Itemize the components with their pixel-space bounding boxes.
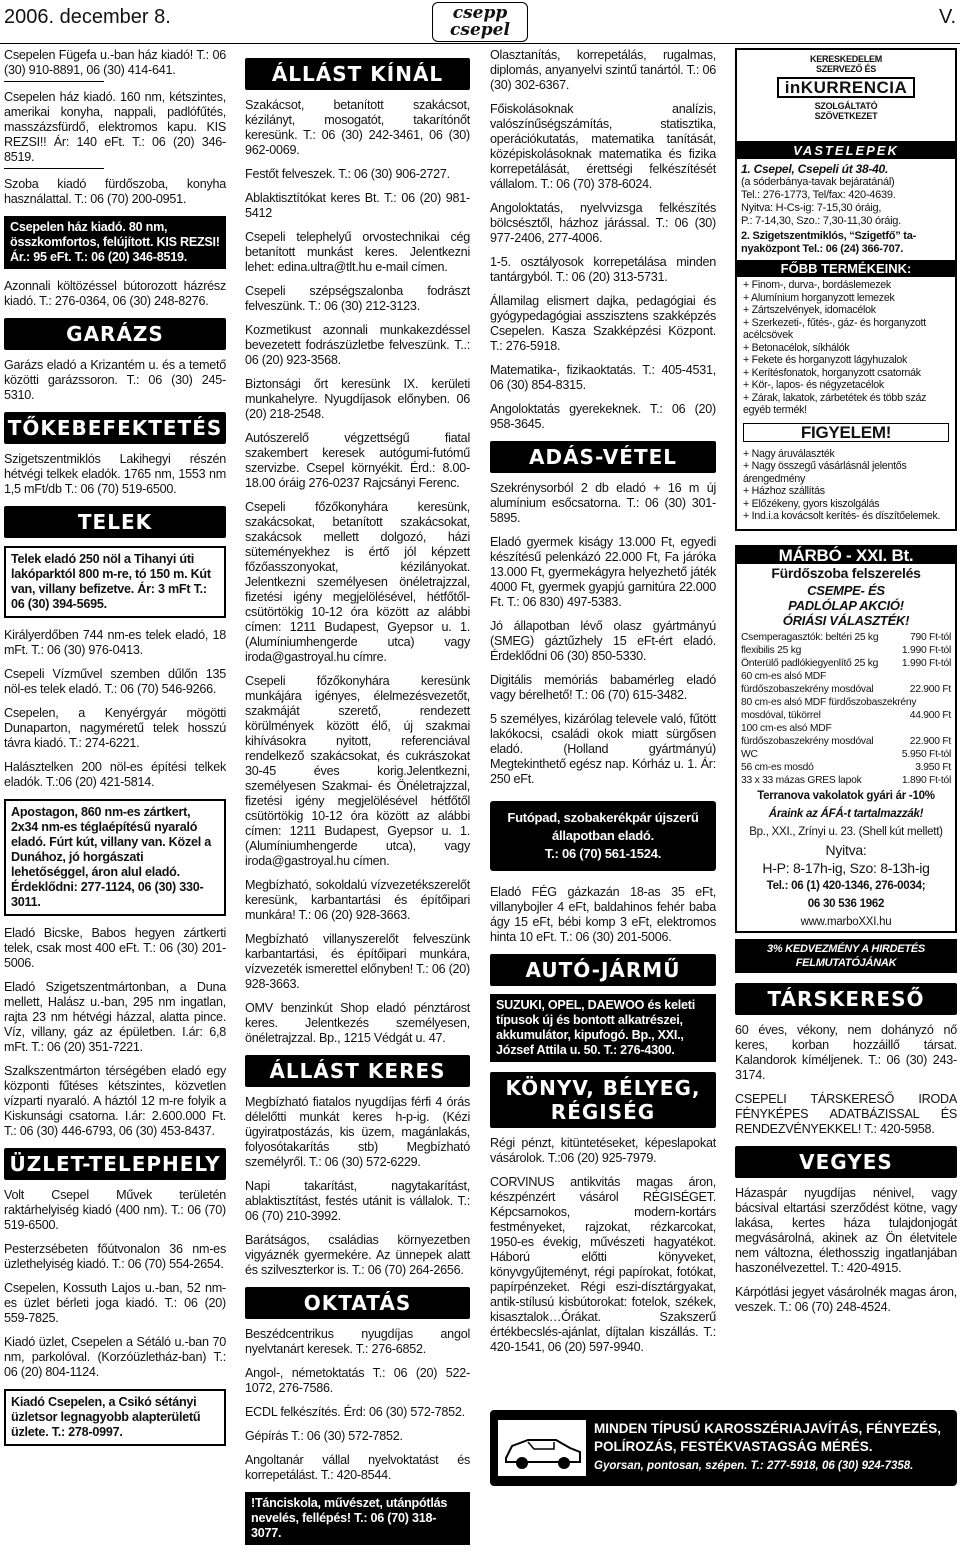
price-item: Önterülő padlókiegyenlítő 25 kg [741,657,879,669]
price-item: 60 cm-es alsó MDF [741,670,827,682]
classified-ad: Csepelen ház kiadó. 160 nm, kétszintes, amerikai konyha, nappali, padlófűtés, masszázsfürdő, elektromos kapu. KIS REZSI!! Ár: 140 eFt. T.: 06 (20) 346-8519. [4,90,226,164]
karosszeria-banner-ad: MINDEN TÍPUSÚ KAROSSZÉRIAJAVÍTÁS, FÉNYEZÉS, POLÍROZÁS, FESTÉKVASTAGSÁG MÉRÉS. Gyorsan, pontosan, szépen. T.: 277-5918, 06 (30) 924-7358. [490,1410,957,1486]
section-heading-uzlet: ÜZLET-TELEPHELY [4,1148,226,1180]
price-row [737,631,955,644]
classified-ad: Államilag elismert dajka, pedagógiai és gyógypedagógiai asszisztens szakképzés Csepelen. Kasza Szakképzési Központ. T.: 276-5918. [490,294,716,353]
highlighted-ad: Csepelen ház kiadó. 80 nm, összkomfortos, felújított. KIS REZSI! Ár.: 95 eFt. T.: 06 (20) 346-8519. [4,216,226,269]
classified-ad: Azonnali költözéssel bútorozott házrész kiadó. T.: 276-0364, 06 (30) 248-8276. [4,279,226,308]
classified-ad: Eladó FÉG gázkazán 18-as 35 eFt, villanybojler 4 eFt, baldahinos fehér baba ágy 15 eFt, bébi komp 3 eFt, elektromos hinta 10 eFt. T.: 06 (30) 201-5006. [490,885,716,944]
classified-ad: Volt Csepel Művek területén raktárhelyiség kiadó (400 nm). T.: 06 (70) 519-6500. [4,1188,226,1232]
section-heading-auto-jarmu: AUTÓ-JÁRMŰ [490,954,716,986]
classified-ad: Gépírás T.: 06 (30) 572-7852. [245,1429,403,1443]
price-item: fürdőszobaszekrény mosdóval [741,683,874,695]
classified-ad: Megbízható, sokoldalú vízvezetékszerelőt keresünk, karbantartási és építőipari munkára! T.: 06 (20) 928-3663. [245,878,470,922]
price-item: 56 cm-es mosdó [741,761,814,773]
classified-ad: Halásztelken 200 nöl-es építési telkek eladók. T.:06 (20) 421-5814. [4,760,226,789]
classified-ad: Csepeli Vízművel szemben dűlőn 135 nöl-es telek eladó. T.: 06 (70) 546-9266. [4,667,226,696]
classified-ad: Szakácsot, betanított szakácsot, kézilányt, mosogatót, takarítónőt keresünk. T.: 06 (30) 242-3461, 06 (30) 962-0069. [245,98,470,157]
classified-ad: Szoba kiadó fürdőszoba, konyha használattal. T.: 06 (70) 200-0951. [4,177,226,206]
price-item: 100 cm-es alsó MDF [741,722,832,734]
classified-ad: Szalkszentmárton térségében eladó egy központi fűtéses kétszintes, közvetlen vízparti nyaraló. A háztól 12 m-re folyik a Kiskunsági csatorna. I.ár: 2.600.000 Ft. T.: 06 (30) 446-6793, 06 (30) 453-8437. [4,1064,226,1138]
vastelepek-band: VASTELEPEK [737,142,955,159]
price-row [737,709,955,722]
marbo-ad: MÁRBÓ - XXI. Bt. Fürdőszoba felszerelés CSEMPE- ÉS PADLÓLAP AKCIÓ! ÓRIÁSI VÁLASZTÉK! Csemperagasztók: beltéri 25 kg 790 Ft-tól flexibilis 25 kg 1.990 Ft-tól Önterülő padlókiegyenlítő 25 kg 1.990 Ft-tól 60 cm-es alsó MDF fürdőszobaszekrény mosdóval 22.900 Ft 80 cm-es alsó MDF fürdőszobaszekrény mosdóval, tükörrel 44.900 Ft 100 cm-es alsó MDF fürdőszobaszekrény mosdóval 22.900 Ft WC 5.950 Ft-tól 56 cm-es mosdó 3.950 Ft 33 x 33 mázas GRES lapok 1.890 Ft-tól Terranova vakolatok gyári ár -10% Áraink az ÁFÁ-t tartalmazzák! Bp., XXI., Zrínyi u. 23. (Shell kút mellett) Nyitva: H-P: 8-17h-ig, Szo: 8-13h-ig Tel.: 06 (1) 420-1346, 276-0034; 06 30 536 1962 www.marboXXI.hu [735,545,957,933]
price-item: WC [741,748,758,760]
boxed-ad: Telek eladó 250 nöl a Tihanyi úti lakóparktól 800 m-re, tó 150 m. Kút van, villany befizetve. Ár: 3 mFt T.: 06 (30) 394-5695. [4,546,226,618]
classified-ad: Szekrénysorból 2 db eladó + 16 m új alumínium esőcsatorna. T.: 06 (30) 301-5895. [490,481,716,525]
section-heading-garazs: GARÁZS [4,318,226,350]
classified-ad: Angol-, németoktatás T.: 06 (20) 522-1072, 276-7586. [245,1366,470,1395]
price-row [737,683,955,696]
list-item: + Fekete és horganyzott lágyhuzalok [743,354,908,366]
price-value: 1.990 Ft-tól [901,644,951,656]
section-heading-oktatas: OKTATÁS [245,1287,470,1319]
classified-ad: Matematika-, fizikaoktatás. T.: 405-4531, 06 (30) 854-8315. [490,363,716,392]
classified-ad: Pesterzsébeten főútvonalon 36 nm-es üzlethelyiség kiadó. T.: 06 (70) 554-2654. [4,1242,226,1271]
list-item: + Finom-, durva-, bordáslemezek [743,279,891,291]
list-item: + Szerkezeti-, fűtés-, gáz- és horganyzott acélcsövek [743,316,926,341]
classified-ad: Autószerelő végzettségű fiatal szakembert keresek autógumi-futómű szervizbe. Csepel környékit. Érd.: 8.00-18.00 óráig 276-0237 Rajcsányi Ferenc. [245,431,470,490]
highlighted-ad: SUZUKI, OPEL, DAEWOO és keleti típusok új és bontott alkatrészei, akkumulátor, kipufogó. Bp., XXI., József Attila u. 50. T.: 276-4300. [490,994,716,1062]
classified-ad: OMV benzinkút Shop eladó pénztárost keres. Jelentkezés személyesen, önéletrajzzal. Bp., 1215 Védgát u. 47. [245,1001,470,1045]
classified-ad: Eladó Szigetszentmártonban, a Duna mellett, Halász u.-ban, 295 nm ingatlan, rajta 23 nm hétvégi házzal, alatta pince. Víz, villany, gáz az épületben. I.ár: 6,8 mFt. T.: 06 (20) 351-7221. [4,980,226,1054]
classified-ad: Eladó Bicske, Babos hegyen zártkerti telek, csak most 400 eFt. T.: 06 (30) 201-5006. [4,926,226,970]
classified-ad: Szigetszentmiklós Lakihegyi részén hétvégi telkek eladók. 1765 nm, 1553 nm 1,5 mFt/db T.: 06 (70) 519-6500. [4,452,226,496]
list-item: + Kerítésfonatok, horganyzott csatornák [743,366,921,379]
price-row [737,670,955,683]
price-item: Csemperagasztók: beltéri 25 kg [741,631,879,643]
price-value: 3.950 Ft [915,761,951,773]
issue-date: 2006. december 8. [4,6,171,28]
column-1 [4,48,226,1456]
classified-ad: Csepelen, a Kenyérgyár mögötti Dunaparton, nagyméretű telek hosszú távra kiadó. T.: 274-6221. [4,706,226,750]
classified-ad: ECDL felkészítés. Érd: 06 (30) 572-7852. [245,1405,465,1419]
classified-ad: Házaspár nyugdíjas nénivel, vagy bácsival eltartási szerződést kötne, vagy lakása, kertes háza tulajdonjogát megvásárolná, akinek az Ön életvitele nem változna, élethosszig ingatlanjában haszonélvezettel. T.: 420-4915. [735,1185,957,1275]
classified-ad: Garázs eladó a Krizantém u. és a temető közötti garázssoron. T.: 06 (30) 245-5310. [4,358,226,402]
fobb-termekeink-band: FŐBB TERMÉKEINK: [737,260,955,277]
price-item: flexibilis 25 kg [741,644,802,656]
price-item: mosdóval, tükörrel [741,709,821,721]
classified-ad: Főiskolásoknak analízis, valószínűségszámítás, statisztika, operációkutatás, matematika tanítását, középiskolásoknak matematika és fizika korrepetálását, érettségi felkészítését vállalom. T.: 06 (70) 378-6024. [490,102,716,191]
list-item: + Ind.i.a kovácsolt kerítés- és díszítőelemek. [743,510,941,522]
section-heading-allast-kinal: ÁLLÁST KÍNÁL [245,58,470,90]
highlighted-ad: !Tánciskola, művészet, utánpótlás nevelés, fellépés! T.: 06 (70) 318-3077. [245,1492,470,1545]
classified-ad: 5 személyes, kizárólag televele való, fűtött lakókocsi, családi okok miatt sürgősen eladó. (Holland gyártmányú) Megtekinthető egész nap. Kórház u. 1. Ár: 250 eFt. [490,712,716,786]
section-heading-tokebefektetes: TŐKEBEFEKTETÉS [4,412,226,444]
price-value: 44.900 Ft [909,709,951,721]
classified-ad: CORVINUS antikvitás magas áron, készpénzért vásárol RÉGISÉGET. Képcsarnokos, modern-kortárs festményeket, rajzokat, rézkarcokat, 1950-es évekig, művészeti hagyatékot. Háború előtti könyveket, könyvgyűjteményt, régi papírokat, fotókat, papírpénzeket. Régi eszi-dísztárgyakat, antik-stílusú kisbútorokat: fotelok, székek, kisasztalok…Órákat. Szakszerű értékbecslés-ajánlat, díjtalan kiszállás. T.: 420-1541, 06 (20) 597-9940. [490,1175,716,1354]
discount-notice: 3% KEDVEZMÉNY A HIRDETÉS FELMUTATÓJÁNAK [735,939,957,973]
price-value: 22.900 Ft [909,735,951,747]
classified-ad: Angoloktatás gyerekeknek. T.: 06 (20) 958-3645. [490,402,716,431]
list-item: + Betonacélok, síkhálók [743,341,850,354]
page-header [0,0,960,44]
classified-ad: Csepeli szépségszalonba fodrászt felveszünk. T.: 06 (30) 212-3123. [245,284,470,313]
price-row [737,644,955,657]
page-number: V. [938,6,956,28]
section-heading-allast-keres: ÁLLÁST KERES [245,1055,470,1087]
classified-ad: Eladó gyermek kiságy 13.000 Ft, egyedi készítésű pelenkázó 22.000 Ft, Fa járóka 13.000 Ft, gyermekágyra helyezhető játék 4000 Ft, gyermek gyapjú garnitúra 22.000 Ft. T.: 06 830) 497-5383. [490,535,716,609]
classified-ad: Angoltanár vállal nyelvoktatást és korrepetálást. T.: 420-8544. [245,1453,470,1482]
car-icon [498,1420,586,1476]
classified-ad: 1-5. osztályosok korrepetálása minden tantárgyból. T.: 06 (20) 313-5731. [490,255,716,284]
column-4 [735,48,957,1324]
classified-ad: Kiadó üzlet, Csepelen a Sétáló u.-ban 70 nm, parkolóval. (Korzóüzletház-ban) T.: 06 (20) 804-1124. [4,1335,226,1379]
boxed-ad: Apostagon, 860 nm-es zártkert, 2x34 nm-es téglaépítésű nyaraló eladó. Fúrt kút, villany van. Közel a Dunához, jó horgászati lehetőséggel, áron alul eladó. Érdeklődni: 277-1124, 06 (30) 330-3011. [4,799,226,916]
classified-ad: Kárpótlási jegyet vásárolnék magas áron, veszek. T.: 06 (70) 248-4524. [735,1284,957,1314]
section-heading-vegyes: VEGYES [735,1146,957,1178]
price-row [737,722,955,735]
list-item: + Zártszelvények, idomacélok [743,304,876,316]
list-item: + Kör-, lapos- és négyzetacélok [743,379,884,391]
list-item: + Zárak, lakatok, zárbetétek és több száz egyéb termék! [743,391,927,416]
marbo-title: MÁRBÓ - XXI. Bt. [737,547,955,564]
divider [4,81,104,82]
price-item: fürdőszobaszekrény mosdóval [741,735,874,747]
classified-ad: Barátságos, családias környezetben vigyáznék gyermekére. Az ünnepek alatt és szilveszterkor is. T.: 06 (70) 264-2656. [245,1233,470,1277]
classified-ad: Beszédcentrikus nyugdíjas angol nyelvtanárt keresek. T.: 276-6852. [245,1327,470,1356]
classified-ad: Megbízható villanyszerelőt felveszünk karbantartási, és építőipari munkára, vízvezeték ismerettel előnyben! T.: 06 (20) 928-3663. [245,932,470,991]
classified-ad: Csepelen Fügefa u.-ban ház kiadó! T.: 06 (30) 910-8891, 06 (30) 414-641. [4,48,226,77]
price-row [737,774,955,787]
column-2 [245,48,470,1555]
price-list [737,631,955,787]
classified-ad: 60 éves, vékony, nem dohányzó nő keres, korban hozzáillő társat. Kalandorok kíméljenek. T.: 06 (30) 243-3174. [735,1022,957,1082]
classified-ad: Csepeli telephelyű orvostechnikai cég betanított munkást keres. Jelentkezni lehet: edina.ultra@tlt.hu e-mail címen. [245,230,470,274]
price-row [737,761,955,774]
classified-ad: Csepelen, Kossuth Lajos u.-ban, 52 nm-es üzlet bérleti joga kiadó. T.: 06 (20) 559-7825. [4,1281,226,1325]
benefit-list [737,446,955,529]
price-value: 22.900 Ft [909,683,951,695]
classified-ad: Csepeli főzőkonyhára keresünk munkájára igényes, élelmezésvezetőt, szakmáját szerető, rendezett körülmények között élő, új szakmai kihívásokra nyitott, referenciával rendelkező szakácsokat, és cukrászokat 30-45 éves korig.Jelentkezni, személyesen Szakmai- és Önéletrajzzal, fizetési igény megjelölésével hétfőtől csütörtökig 10-12 óra között az alábbi címen: 1211 Budapest, Gyepsor u. 1. (Alumíniumhengerde utca), vagy iroda@gastroyal.hu címen. [245,674,470,868]
classified-ad: Régi pénzt, kitüntetéseket, képeslapokat vásárolok. T.:06 (20) 925-7979. [490,1136,716,1165]
price-row [737,696,955,709]
column-3 [490,48,716,1364]
price-value: 5.950 Ft-tól [901,748,951,760]
figyelem-label: FIGYELEM! [743,423,949,442]
classified-ad: Digitális memóriás babamérleg eladó vagy bérelhető! T.: 06 (70) 615-3482. [490,673,716,702]
classified-ad: Királyerdőben 744 nm-es telek eladó, 18 mFt. T.: 06 (30) 976-0413. [4,628,226,657]
price-value: 1.890 Ft-tól [901,774,951,786]
classified-ad: Olasztanítás, korrepetálás, rugalmas, diplomás, anyanyelvi szintű tanártól. T.: 06 (30) 302-6367. [490,48,716,92]
classified-ad: Festőt felveszek. T.: 06 (30) 906-2727. [245,167,450,181]
price-item: 80 cm-es alsó MDF fürdőszobaszekrény [741,696,917,708]
list-item: + Házhoz szállítás [743,485,825,497]
divider [4,168,104,169]
classified-ad: Biztonsági őrt keresünk IX. kerületi munkahelyre. Nyugdíjasok előnyben. 06 (20) 218-2548. [245,377,470,421]
classified-ad: Csepeli főzőkonyhára keresünk, szakácsokat, betanított szakácsokat, szakácsok mellett dolgozó, házi süteményekhez is értő jól képzett főzőasszonyokat, kézilányokat. Jelentkezni személyesen önéletrajzzal, fizetési igény megjelölésével, hétfőtől-csütörtökig 10-12 óra között az alábbi címen: 1211 Budapest, Gyepsor u. 1. (Alumíniumhengerde utca) vagy iroda@gastroyal.hu címre. [245,500,470,664]
inkurrencia-ad [735,48,957,531]
list-item: + Nagy áruválaszték [743,447,835,460]
classified-ad: Angoloktatás, nyelvvizsga felkészítés bölcsésztől, házhoz járással. T.: 06 (30) 977-2406, 277-4006. [490,201,716,245]
inkurrencia-addresses: 1. Csepel, Csepeli út 38-40. (a sóderbánya-tavak bejáratánál) Tel.: 276-1773, Tel/fax: 420-4639. Nyitva: H-Cs-ig: 7-15,30 óráig, P.: 7-14,30, Szo.: 7,30-11,30 óráig. 2. Szigetszentmiklós, “Szigetfő” ta-nyaközpont Tel.: 06 (24) 366-707. [741,162,916,255]
classified-ad: Jó állapotban lévő olasz gyártmányú (SMEG) gáztűzhely 15 eFt-ért eladó. Érdeklődni 06 (30) 850-5330. [490,619,716,663]
csepp-csepel-logo: csepp csepel [432,2,528,42]
product-list [737,277,955,419]
section-heading-adas-vetel: ADÁS-VÉTEL [490,441,716,473]
price-item: 33 x 33 mázas GRES lapok [741,774,862,786]
list-item: + Előzékeny, gyors kiszolgálás [743,497,880,510]
classified-ad: Megbízható fiatalos nyugdíjas férfi 4 órás délelőtti munkát keres h-p-ig. (Kézi ügyiratpostázás, kis üzem, magánlakás, folyosótakarítás stb) Megbízható személyről. T.: 06 (30) 572-6229. [245,1095,470,1169]
section-heading-konyv-belyeg: KÖNYV, BÉLYEG, RÉGISÉG [490,1072,716,1128]
highlighted-ad-futopad: Futópad, szobakerékpár újszerű állapotban eladó. T.: 06 (70) 561-1524. [490,801,716,871]
price-row [737,657,955,670]
boxed-ad: Kiadó Csepelen, a Csikó sétányi üzletsor legnagyobb alapterületű üzlete. T.: 278-0997. [4,1389,226,1446]
classified-ad: Ablaktisztítókat keres Bt. T.: 06 (20) 981-5412 [245,191,470,220]
classified-ad: Napi takarítást, nagytakarítást, ablaktisztítást, festés utánit is vállalok. T.: 06 (70) 210-3992. [245,1179,470,1223]
inkurrencia-logo: KERESKEDELEM SZERVEZŐ ÉS inKURRENCIA SZOLGÁLTATÓ SZÖVETKEZET [737,50,955,142]
section-heading-telek: TELEK [4,506,226,538]
price-value: 1.990 Ft-tól [901,657,951,669]
list-item: + Alumínium horganyzott lemezek [743,291,895,304]
list-item: + Nagy összegű vásárlásnál jelentős árengedmény [743,460,907,485]
price-value: 790 Ft-tól [910,631,951,643]
price-row [737,735,955,748]
price-row [737,748,955,761]
section-heading-tarskereso: TÁRSKERESŐ [735,983,957,1015]
classified-ad: CSEPELI TÁRSKERESŐ IRODA FÉNYKÉPES ADATBÁZISSAL ÉS RENDEZVÉNYEKKEL! T.: 420-5958. [735,1091,957,1136]
classified-ad: Kozmetikust azonnali munkakezdéssel bevezetett fodrászüzletbe felveszünk. T..: 06 (20) 923-3568. [245,323,470,367]
